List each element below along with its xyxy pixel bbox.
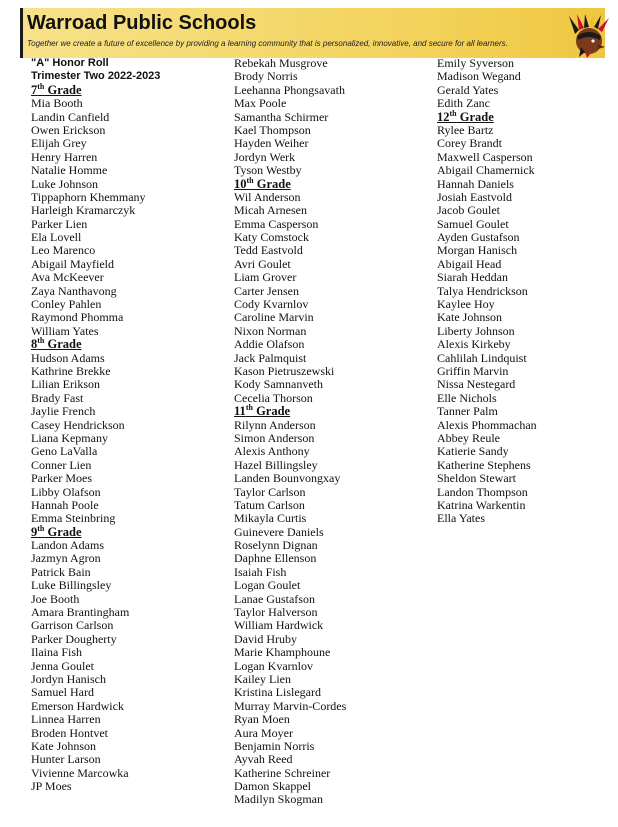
- student-name: Roselynn Dignan: [234, 538, 318, 553]
- student-name: Hudson Adams: [31, 350, 105, 365]
- student-name: Abigail Head: [437, 256, 502, 271]
- student-name: Samantha Schirmer: [234, 109, 329, 124]
- student-name: Harleigh Kramarczyk: [31, 203, 136, 218]
- student-name: Emerson Hardwick: [31, 698, 124, 713]
- student-name: Landon Adams: [31, 538, 104, 553]
- grade-heading: 7th Grade: [31, 81, 82, 97]
- student-name: Jacob Goulet: [437, 203, 500, 218]
- student-name: Addie Olafson: [234, 337, 305, 352]
- student-name: Katierie Sandy: [437, 444, 509, 459]
- student-name: Ava McKeever: [31, 270, 104, 285]
- student-name: Hunter Larson: [31, 752, 101, 767]
- student-name: Tatum Carlson: [234, 497, 305, 512]
- student-name: Brody Norris: [234, 69, 298, 84]
- student-name: Madilyn Skogman: [234, 792, 323, 807]
- student-name: Leo Marenco: [31, 243, 96, 258]
- student-name: Elijah Grey: [31, 136, 87, 151]
- mission-tagline: Together we create a future of excellence by providing a learning community that is personalized, innovative, and secure for all learners.: [27, 39, 508, 48]
- honor-roll-column-1: [31, 57, 231, 793]
- student-name: Liana Kepmany: [31, 430, 108, 445]
- student-name: Ayvah Reed: [234, 752, 293, 767]
- student-name: Corey Brandt: [437, 136, 502, 151]
- student-name: Alexis Anthony: [234, 444, 310, 459]
- student-name: Ela Lovell: [31, 230, 82, 245]
- student-name: Talya Hendrickson: [437, 283, 528, 298]
- student-name: David Hruby: [234, 631, 297, 646]
- student-name: Abbey Reule: [437, 430, 500, 445]
- student-name: Conley Pahlen: [31, 297, 102, 312]
- student-name: Owen Erickson: [31, 122, 106, 137]
- grade-heading: 10th Grade: [234, 175, 291, 191]
- school-name: Warroad Public Schools: [27, 12, 257, 34]
- student-name: Linnea Harren: [31, 712, 101, 727]
- student-name: Henry Harren: [31, 149, 98, 164]
- student-name: Josiah Eastvold: [437, 189, 512, 204]
- student-name: Kathrine Brekke: [31, 363, 111, 378]
- student-name: Jack Palmquist: [234, 350, 307, 365]
- student-name: Rylee Bartz: [437, 122, 494, 137]
- student-name: Liberty Johnson: [437, 323, 515, 338]
- student-name: Mikayla Curtis: [234, 511, 307, 526]
- student-name: JP Moes: [31, 779, 72, 794]
- student-name: Katy Comstock: [234, 230, 309, 245]
- student-name: Luke Johnson: [31, 176, 98, 191]
- student-name: Logan Kvarnlov: [234, 658, 313, 673]
- student-name: Taylor Halverson: [234, 605, 318, 620]
- header-banner: [20, 8, 605, 58]
- student-name: Kaylee Hoy: [437, 297, 495, 312]
- student-name: Hannah Poole: [31, 497, 99, 512]
- student-name: Griffin Marvin: [437, 363, 509, 378]
- student-name: Emma Steinbring: [31, 511, 116, 526]
- student-name: Kael Thompson: [234, 122, 311, 137]
- grade-heading: 12th Grade: [437, 108, 494, 124]
- student-name: Nixon Norman: [234, 323, 307, 338]
- student-name: Kate Johnson: [31, 738, 96, 753]
- student-name: Garrison Carlson: [31, 618, 114, 633]
- student-name: Lanae Gustafson: [234, 591, 315, 606]
- student-name: Hazel Billingsley: [234, 457, 318, 472]
- student-name: Marie Khamphoune: [234, 645, 331, 660]
- student-name: Parker Dougherty: [31, 631, 117, 646]
- student-name: Madison Wegand: [437, 69, 521, 84]
- student-name: Abigail Mayfield: [31, 256, 114, 271]
- student-name: Taylor Carlson: [234, 484, 306, 499]
- honor-roll-title: Trimester Two 2022-2023: [31, 70, 161, 83]
- student-name: Kailey Lien: [234, 671, 291, 686]
- student-name: Jordyn Hanisch: [31, 671, 106, 686]
- student-name: Maxwell Casperson: [437, 149, 533, 164]
- student-name: Wil Anderson: [234, 189, 301, 204]
- student-name: Edith Zanc: [437, 96, 490, 111]
- grade-heading: 9th Grade: [31, 523, 82, 539]
- student-name: Murray Marvin-Cordes: [234, 698, 347, 713]
- student-name: Vivienne Marcowka: [31, 765, 129, 780]
- student-name: Jordyn Werk: [234, 149, 296, 164]
- student-name: Kody Samnanveth: [234, 377, 323, 392]
- student-name: William Yates: [31, 323, 99, 338]
- student-name: Jazmyn Agron: [31, 551, 101, 566]
- student-name: Tedd Eastvold: [234, 243, 303, 258]
- student-name: Max Poole: [234, 96, 287, 111]
- warrior-head-logo-icon: [567, 14, 615, 58]
- student-name: Avri Goulet: [234, 256, 291, 271]
- student-name: Kate Johnson: [437, 310, 502, 325]
- student-name: Liam Grover: [234, 270, 297, 285]
- student-name: Libby Olafson: [31, 484, 101, 499]
- student-name: Samuel Hard: [31, 685, 94, 700]
- student-name: Isaiah Fish: [234, 564, 287, 579]
- student-name: Tanner Palm: [437, 404, 498, 419]
- student-name: Ryan Moen: [234, 712, 290, 727]
- student-name: William Hardwick: [234, 618, 324, 633]
- student-name: Hannah Daniels: [437, 176, 514, 191]
- student-name: Cahlilah Lindquist: [437, 350, 527, 365]
- student-name: Natalie Homme: [31, 163, 108, 178]
- student-name: Caroline Marvin: [234, 310, 314, 325]
- student-name: Benjamin Norris: [234, 738, 315, 753]
- honor-roll-column-2: [234, 57, 434, 807]
- student-name: Emma Casperson: [234, 216, 319, 231]
- student-name: Alexis Kirkeby: [437, 337, 511, 352]
- honor-roll-column-3: [437, 57, 618, 526]
- student-name: Ayden Gustafson: [437, 230, 520, 245]
- student-name: Tyson Westby: [234, 163, 302, 178]
- student-name: Leehanna Phongsavath: [234, 82, 345, 97]
- student-name: Lilian Erikson: [31, 377, 100, 392]
- grade-heading: 8th Grade: [31, 336, 82, 352]
- student-name: Brady Fast: [31, 390, 84, 405]
- student-name: Broden Hontvet: [31, 725, 108, 740]
- student-name: Elle Nichols: [437, 390, 497, 405]
- student-name: Landen Bounvongxay: [234, 471, 341, 486]
- student-name: Cody Kvarnlov: [234, 297, 309, 312]
- student-name: Simon Anderson: [234, 430, 315, 445]
- student-name: Morgan Hanisch: [437, 243, 518, 258]
- student-name: Kristina Lislegard: [234, 685, 321, 700]
- student-name: Guinevere Daniels: [234, 524, 324, 539]
- student-name: Damon Skappel: [234, 779, 311, 794]
- student-name: Rebekah Musgrove: [234, 56, 328, 70]
- student-name: Landon Thompson: [437, 484, 528, 499]
- student-name: Patrick Bain: [31, 564, 91, 579]
- student-name: Zaya Nanthavong: [31, 283, 117, 298]
- student-name: Aura Moyer: [234, 725, 293, 740]
- student-name: Cecelia Thorson: [234, 390, 313, 405]
- student-name: Landin Canfield: [31, 109, 110, 124]
- student-name: Abigail Chamernick: [437, 163, 535, 178]
- student-name: Katrina Warkentin: [437, 497, 526, 512]
- student-name: Raymond Phomma: [31, 310, 124, 325]
- student-name: Hayden Weiher: [234, 136, 309, 151]
- student-name: Daphne Ellenson: [234, 551, 317, 566]
- student-name: Geno LaValla: [31, 444, 98, 459]
- student-name: Luke Billingsley: [31, 578, 112, 593]
- student-name: Logan Goulet: [234, 578, 301, 593]
- student-name: Tippaphorn Khemmany: [31, 189, 146, 204]
- student-name: Rilynn Anderson: [234, 417, 316, 432]
- student-name: Emily Syverson: [437, 56, 514, 70]
- student-name: Samuel Goulet: [437, 216, 509, 231]
- student-name: Ilaina Fish: [31, 645, 82, 660]
- student-name: Micah Arnesen: [234, 203, 307, 218]
- student-name: Jenna Goulet: [31, 658, 94, 673]
- student-name: Nissa Nestegard: [437, 377, 516, 392]
- student-name: Parker Lien: [31, 216, 88, 231]
- student-name: Ella Yates: [437, 511, 485, 526]
- student-name: Parker Moes: [31, 471, 92, 486]
- student-name: Katherine Schreiner: [234, 765, 331, 780]
- student-name: Conner Lien: [31, 457, 92, 472]
- student-name: Jaylie French: [31, 404, 96, 419]
- student-name: Kason Pietruszewski: [234, 363, 335, 378]
- student-name: Carter Jensen: [234, 283, 299, 298]
- honor-roll-title: "A" Honor Roll: [31, 57, 109, 69]
- student-name: Alexis Phommachan: [437, 417, 537, 432]
- student-name: Joe Booth: [31, 591, 80, 606]
- student-name: Sheldon Stewart: [437, 471, 516, 486]
- student-name: Siarah Heddan: [437, 270, 508, 285]
- student-name: Amara Brantingham: [31, 605, 130, 620]
- student-name: Mia Booth: [31, 96, 83, 111]
- student-name: Casey Hendrickson: [31, 417, 125, 432]
- grade-heading: 11th Grade: [234, 403, 291, 419]
- student-name: Gerald Yates: [437, 82, 499, 97]
- student-name: Katherine Stephens: [437, 457, 531, 472]
